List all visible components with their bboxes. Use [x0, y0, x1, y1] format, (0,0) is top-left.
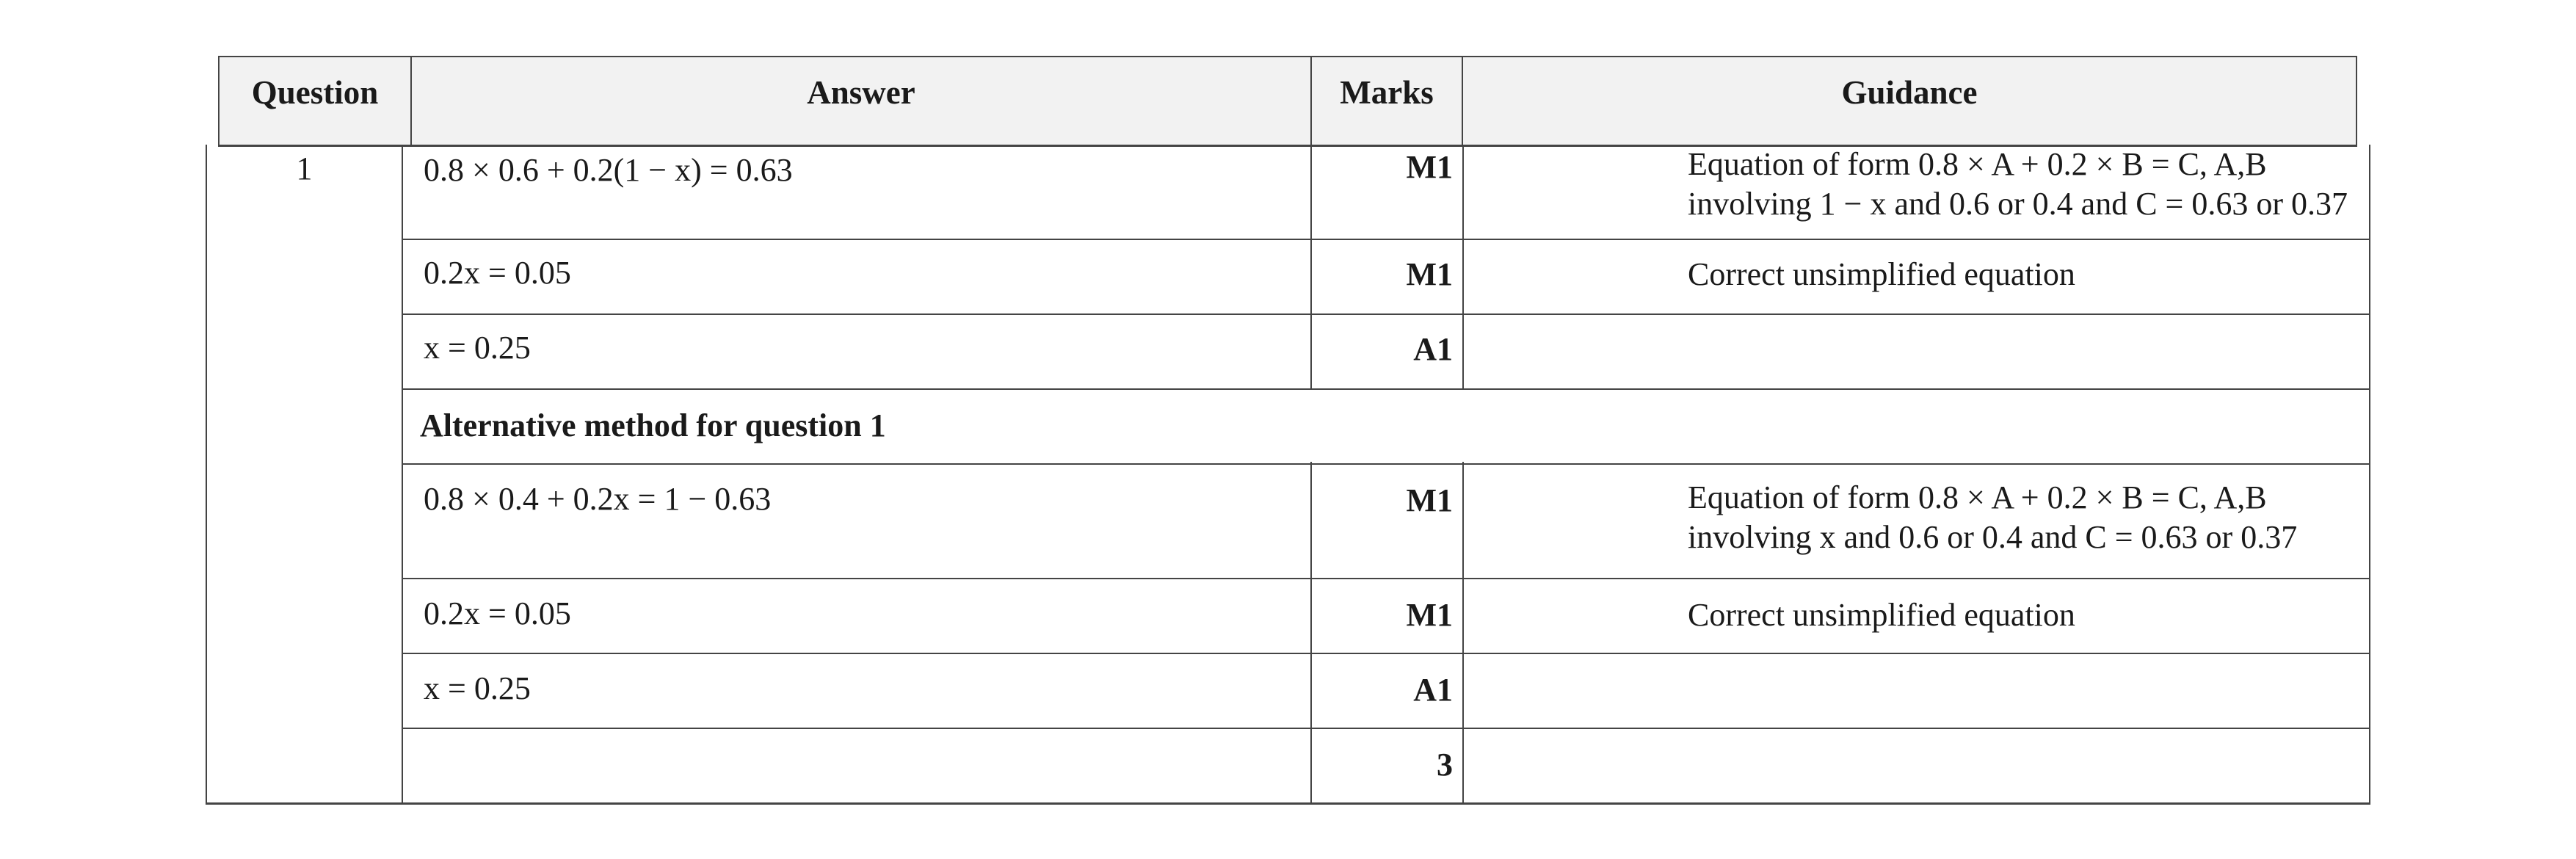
header-question: Question	[219, 57, 412, 145]
header-answer: Answer	[412, 57, 1312, 145]
row-divider	[402, 728, 2369, 729]
row-divider	[402, 463, 2369, 465]
row-divider	[402, 578, 2369, 579]
answer-cell: x = 0.25	[424, 670, 531, 706]
answer-cell: 0.8 × 0.6 + 0.2(1 − x) = 0.63	[424, 152, 793, 188]
mark-cell: M1	[1406, 597, 1453, 633]
answer-cell: 0.8 × 0.4 + 0.2x = 1 − 0.63	[424, 481, 772, 517]
mark-cell: M1	[1406, 482, 1453, 518]
row-divider	[402, 313, 2369, 315]
guidance-cell: Equation of form 0.8 × A + 0.2 × B = C, A,B involving x and 0.6 or 0.4 and C = 0.63 or 0.37	[1688, 479, 2298, 555]
mark-cell: M1	[1406, 149, 1453, 185]
mark-cell: M1	[1406, 256, 1453, 292]
table-header	[218, 56, 2357, 147]
total-marks: 3	[1437, 747, 1453, 783]
col-divider-question	[402, 145, 403, 802]
col-divider-answer	[1310, 145, 1312, 802]
mark-cell: A1	[1413, 672, 1453, 708]
row-divider	[402, 239, 2369, 240]
alternative-method-heading: Alternative method for question 1	[420, 407, 886, 443]
guidance-cell: Correct unsimplified equation	[1688, 597, 2075, 633]
guidance-cell: Equation of form 0.8 × A + 0.2 × B = C, A,B involving 1 − x and 0.6 or 0.4 and C = 0.63 or 0.37	[1688, 146, 2348, 222]
mark-scheme-table	[206, 145, 2370, 805]
answer-cell: x = 0.25	[424, 330, 531, 366]
header-guidance: Guidance	[1841, 74, 1978, 111]
guidance-cell: Correct unsimplified equation	[1688, 256, 2075, 292]
row-divider	[402, 653, 2369, 654]
question-number: 1	[296, 151, 313, 186]
answer-cell: 0.2x = 0.05	[424, 595, 571, 631]
header-marks: Marks	[1312, 57, 1463, 145]
col-divider-marks	[1462, 145, 1464, 802]
answer-cell: 0.2x = 0.05	[424, 255, 571, 291]
mark-cell: A1	[1413, 331, 1453, 367]
